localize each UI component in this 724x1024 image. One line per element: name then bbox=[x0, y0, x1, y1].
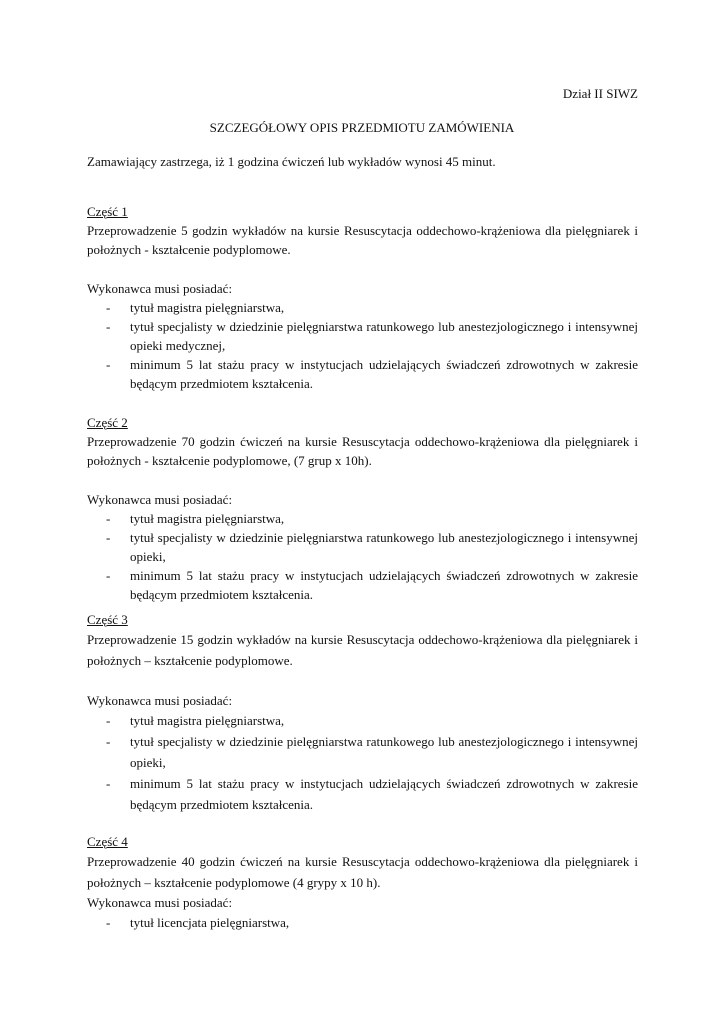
list-item: - minimum 5 lat stażu pracy w instytucjach udzielających świadczeń zdrowotnych w zakresie będącym przedmiotem kształcenia. bbox=[87, 773, 638, 815]
list-item: - tytuł magistra pielęgniarstwa, bbox=[87, 710, 638, 731]
part-description: Przeprowadzenie 70 godzin ćwiczeń na kursie Resuscytacja oddechowo-krążeniowa dla pielęgniarek i położnych - kształcenie podyplomowe, (7 grup x 10h). bbox=[87, 434, 638, 468]
list-marker: - bbox=[106, 915, 111, 930]
list-marker: - bbox=[106, 530, 111, 545]
list-marker: - bbox=[106, 776, 111, 791]
part-4 bbox=[87, 832, 638, 933]
list-marker: - bbox=[106, 319, 111, 334]
list-item: - tytuł magistra pielęgniarstwa, bbox=[106, 300, 285, 315]
list-item: - minimum 5 lat stażu pracy w instytucjach udzielających świadczeń zdrowotnych w zakresie będącym przedmiotem kształcenia. bbox=[106, 568, 638, 602]
list-marker: - bbox=[106, 734, 111, 749]
list-marker: - bbox=[106, 568, 111, 583]
part-1 bbox=[87, 202, 638, 393]
part-3 bbox=[87, 610, 638, 815]
requirements-label: Wykonawca musi posiadać: bbox=[87, 693, 233, 708]
requirements-list bbox=[87, 710, 638, 815]
intro-text: Zamawiający zastrzega, iż 1 godzina ćwiczeń lub wykładów wynosi 45 minut. bbox=[87, 154, 496, 169]
list-item: - minimum 5 lat stażu pracy w instytucjach udzielających świadczeń zdrowotnych w zakresie będącym przedmiotem kształcenia. bbox=[106, 357, 638, 391]
list-item: - tytuł specjalisty w dziedzinie pielęgniarstwa ratunkowego lub anestezjologicznego i intensywnej opieki, bbox=[87, 731, 638, 773]
document-title: SZCZEGÓŁOWY OPIS PRZEDMIOTU ZAMÓWIENIA bbox=[209, 120, 515, 135]
list-item: - tytuł magistra pielęgniarstwa, bbox=[106, 511, 285, 526]
list-marker: - bbox=[106, 511, 111, 526]
part-2 bbox=[87, 413, 638, 604]
list-item: - tytuł licencjata pielęgniarstwa, bbox=[87, 912, 638, 933]
list-marker: - bbox=[106, 300, 111, 315]
requirements-list bbox=[87, 298, 638, 393]
requirements-label: Wykonawca musi posiadać: bbox=[87, 895, 233, 910]
requirements-label: Wykonawca musi posiadać: bbox=[87, 281, 233, 296]
part-heading: Część 3 bbox=[87, 612, 128, 627]
part-description: Przeprowadzenie 40 godzin ćwiczeń na kursie Resuscytacja oddechowo-krążeniowa dla pielęgniarek i położnych – kształcenie podyplomowe (4 grypy x 10 h). bbox=[87, 854, 638, 890]
list-marker: - bbox=[106, 357, 111, 372]
part-heading: Część 2 bbox=[87, 415, 128, 430]
part-description: Przeprowadzenie 5 godzin wykładów na kursie Resuscytacja oddechowo-krążeniowa dla pielęgniarek i położnych - kształcenie podyplomowe. bbox=[87, 223, 638, 257]
part-heading: Część 1 bbox=[87, 204, 128, 219]
requirements-list bbox=[87, 509, 638, 604]
section-label: Dział II SIWZ bbox=[562, 86, 638, 101]
requirements-list bbox=[87, 912, 638, 933]
requirements-label: Wykonawca musi posiadać: bbox=[87, 492, 233, 507]
list-marker: - bbox=[106, 713, 111, 728]
list-item: - tytuł specjalisty w dziedzinie pielęgniarstwa ratunkowego lub anestezjologicznego i intensywnej opieki medycznej, bbox=[106, 319, 638, 353]
part-heading: Część 4 bbox=[87, 834, 128, 849]
list-item: - tytuł specjalisty w dziedzinie pielęgniarstwa ratunkowego lub anestezjologicznego i intensywnej opieki, bbox=[106, 530, 638, 564]
part-description: Przeprowadzenie 15 godzin wykładów na kursie Resuscytacja oddechowo-krążeniowa dla pielęgniarek i położnych – kształcenie podyplomowe. bbox=[87, 632, 638, 668]
